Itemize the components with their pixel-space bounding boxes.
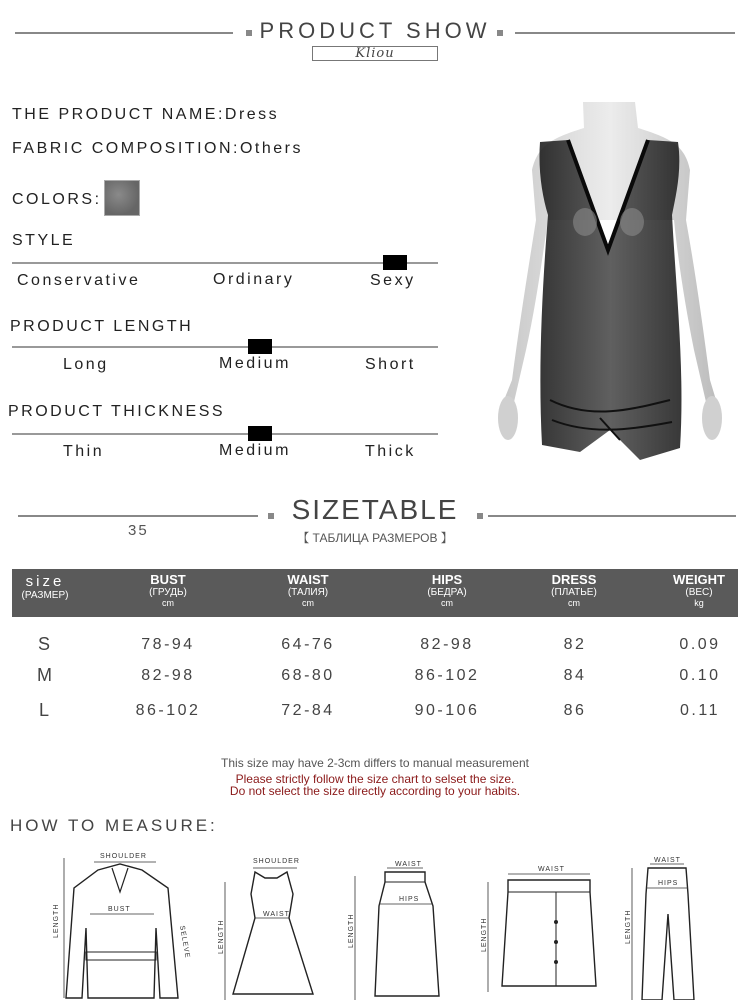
thickness-option-medium: Medium	[219, 442, 291, 459]
row-hips: 86-102	[414, 667, 480, 684]
row-weight: 0.10	[679, 667, 721, 684]
style-label: STYLE	[12, 232, 76, 249]
label-hips: HIPS	[658, 880, 679, 887]
sizetable-dot-right	[477, 513, 483, 519]
label-waist: WAIST	[395, 861, 422, 868]
thickness-option-thick: Thick	[365, 443, 416, 460]
color-swatch-grey[interactable]	[104, 180, 140, 216]
length-option-long: Long	[63, 356, 109, 373]
length-label: PRODUCT LENGTH	[10, 318, 194, 335]
product-photo	[480, 100, 742, 480]
row-size: L	[39, 700, 50, 720]
row-dress: 84	[563, 667, 587, 684]
thickness-scale-marker	[248, 426, 272, 441]
length-option-short: Short	[365, 356, 416, 373]
size-warning-1: Please strictly follow the size chart to selset the size.	[235, 772, 515, 786]
length-option-medium: Medium	[219, 355, 291, 372]
how-to-measure-title: HOW TO MEASURE:	[10, 816, 218, 835]
style-option-conservative: Conservative	[17, 272, 141, 289]
row-waist: 68-80	[281, 667, 335, 684]
size-warning-2: Do not select the size directly according to your habits.	[229, 784, 521, 798]
row-weight: 0.11	[680, 702, 720, 719]
label-hips: HIPS	[399, 896, 420, 903]
sizetable-title: SIZETABLE	[291, 494, 459, 525]
product-name	[12, 106, 279, 124]
jacket-measure-diagram	[50, 848, 200, 1000]
row-size: M	[37, 665, 52, 685]
label-length: LENGTH	[481, 917, 488, 952]
header-hips: HIPS (БЕДРА) cm	[427, 572, 467, 608]
label-length: LENGTH	[53, 903, 60, 938]
header-bust: BUST (ГРУДЬ) cm	[149, 572, 187, 608]
dress-measure-diagram	[215, 854, 325, 1000]
label-waist: WAIST	[654, 857, 681, 864]
style-scale-line	[12, 262, 438, 264]
row-dress: 82	[563, 636, 587, 653]
mannequin-dress-illustration	[480, 100, 742, 480]
header-dress: DRESS (ПЛАТЬЕ) cm	[551, 572, 597, 608]
page-title: PRODUCT SHOW	[259, 18, 491, 43]
fabric-label: FABRIC COMPOSITION:	[12, 140, 240, 157]
style-option-sexy: Sexy	[370, 272, 416, 289]
label-length: LENGTH	[625, 909, 632, 944]
label-shoulder: SHOULDER	[253, 858, 300, 865]
label-selve: SELEVE	[178, 925, 191, 960]
label-bust: BUST	[108, 906, 131, 913]
row-bust: 86-102	[135, 702, 201, 719]
style-option-ordinary: Ordinary	[213, 271, 295, 288]
thickness-option-thin: Thin	[63, 443, 105, 460]
row-hips: 90-106	[414, 702, 480, 719]
header-waist: WAIST (ТАЛИЯ) cm	[287, 572, 329, 608]
row-hips: 82-98	[420, 636, 474, 653]
brand-name: Kliou	[312, 46, 438, 61]
style-scale-marker	[383, 255, 407, 270]
row-bust: 82-98	[141, 667, 195, 684]
header-weight: WEIGHT (ВЕС) kg	[673, 572, 725, 608]
row-bust: 78-94	[141, 636, 195, 653]
row-waist: 72-84	[281, 702, 335, 719]
row-weight: 0.09	[679, 636, 721, 653]
skirt-measure-diagram	[345, 858, 455, 1000]
product-name-label: THE PRODUCT NAME:	[12, 106, 225, 123]
sizetable-number: 35	[128, 522, 149, 539]
header-size: size (РАЗМЕР)	[21, 573, 69, 601]
header-dot-right	[497, 30, 503, 36]
shorts-measure-diagram	[478, 862, 618, 1000]
row-waist: 64-76	[281, 636, 335, 653]
length-scale-marker	[248, 339, 272, 354]
label-waist: WAIST	[538, 866, 565, 873]
product-name-value: Dress	[224, 106, 280, 123]
label-length: LENGTH	[348, 913, 355, 948]
thickness-label: PRODUCT THICKNESS	[8, 403, 226, 420]
label-waist: WAIST	[263, 911, 290, 918]
colors-label: COLORS:	[12, 191, 102, 208]
pants-measure-diagram	[622, 854, 712, 1000]
length-scale-line	[12, 346, 438, 348]
label-length: LENGTH	[218, 919, 225, 954]
label-shoulder: SHOULDER	[100, 853, 147, 860]
header-rule-right	[515, 32, 735, 34]
size-table-header	[12, 569, 738, 617]
measurement-note: This size may have 2-3cm differs to manual measurement	[221, 756, 529, 770]
thickness-scale-line	[12, 433, 438, 435]
row-dress: 86	[563, 702, 587, 719]
sizetable-rule-right	[488, 515, 736, 517]
sizetable-subtitle: 【 ТАБЛИЦА РАЗМЕРОВ 】	[297, 531, 453, 545]
row-size: S	[38, 634, 51, 654]
fabric-value: Others	[239, 140, 303, 157]
fabric-composition	[12, 140, 303, 158]
